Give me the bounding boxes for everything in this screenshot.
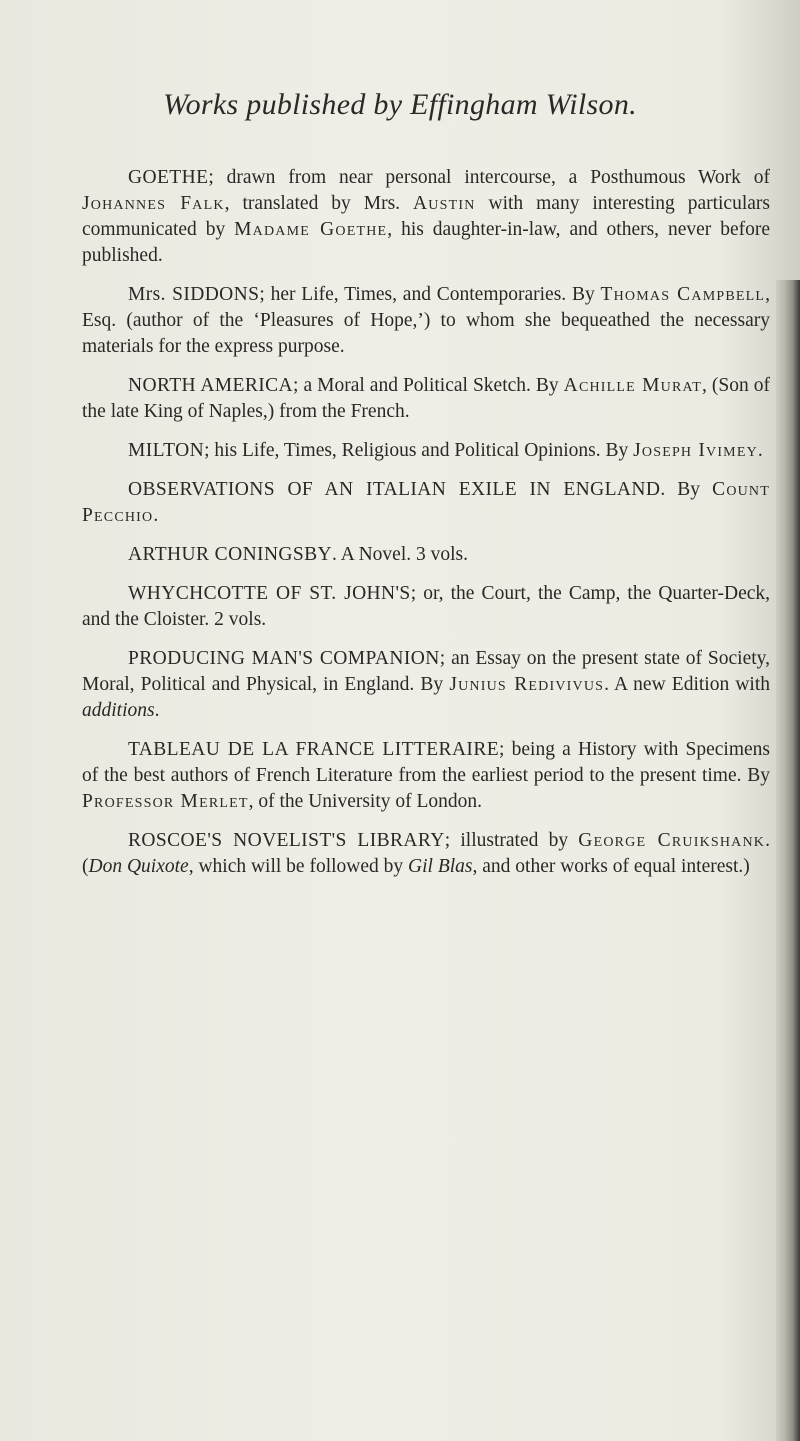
author-name: Junius Redivivus (449, 674, 605, 695)
description-text: ; her Life, Times, and Contemporaries. By (259, 284, 601, 305)
description-text: , of the University of London. (248, 791, 483, 812)
description-text: ; a Moral and Political Sketch. By (293, 375, 564, 396)
publication-title: Mrs. SIDDONS (128, 284, 260, 305)
description-text: , (Son of the late King of Naples,) from the French. (82, 375, 770, 422)
publication-title: WHYCHCOTTE OF ST. JOHN'S (128, 583, 411, 604)
publication-title: NORTH AMERICA (128, 375, 294, 396)
publication-title: MILTON (128, 440, 205, 461)
publication-entry (82, 165, 770, 269)
publication-entry (82, 828, 770, 880)
description-text: , Esq. (author of the ‘Pleasures of Hope,’) to whom she bequeathed the necessary materials for the express purpose. (82, 284, 770, 357)
publication-title: GOETHE (128, 167, 209, 188)
description-text: with many interesting particulars communicated by (82, 193, 770, 240)
publication-entry (82, 373, 770, 425)
author-name: George Cruikshank (578, 830, 766, 851)
page-header: Works published by Effingham Wilson. (163, 88, 637, 121)
description-text: , which will be followed by (188, 856, 409, 877)
publication-entry (82, 646, 770, 724)
description-text: . (153, 505, 159, 526)
description-text: . (154, 700, 160, 721)
publication-entry (82, 581, 770, 633)
publication-entry (82, 542, 770, 568)
author-name: Joseph Ivimey (633, 440, 758, 461)
description-text: . A new Edition with (604, 674, 771, 695)
description-text: , translated by Mrs. (224, 193, 414, 214)
publication-entry (82, 438, 770, 464)
publication-title: PRODUCING MAN'S COMPANION (128, 648, 440, 669)
description-text: . ( (82, 830, 770, 877)
description-text: . By (660, 479, 713, 500)
description-text: ; illustrated by (444, 830, 579, 851)
description-text: ; his Life, Times, Religious and Political Opinions. By (204, 440, 634, 461)
publication-entry (82, 282, 770, 360)
author-name: Austin (413, 193, 476, 214)
publication-title: ARTHUR CONINGSBY (128, 544, 333, 565)
publication-title: ROSCOE'S NOVELIST'S LIBRARY (128, 830, 445, 851)
description-text: ; an Essay on the present state of Society, Moral, Political and Physical, in England. By (82, 648, 771, 695)
author-name: Count Pecchio (82, 479, 770, 526)
italic-text: Don Quixote (88, 856, 189, 877)
description-text: ; drawn from near personal intercourse, a Posthumous Work of (208, 167, 770, 188)
publication-title: OBSERVATIONS OF AN ITALIAN EXILE IN ENGLAND (128, 479, 661, 500)
description-text: , and other works of equal interest.) (472, 856, 750, 877)
publication-entry (82, 477, 770, 529)
author-name: Professor Merlet (82, 791, 249, 812)
author-name: Thomas Campbell (600, 284, 766, 305)
publication-list (82, 165, 770, 893)
author-name: Achille Murat (563, 375, 703, 396)
description-text: , his daughter-in-law, and others, never before published. (82, 219, 770, 266)
italic-text: additions (82, 700, 155, 721)
author-name: Johannes Falk (82, 193, 225, 214)
publication-entry (82, 737, 770, 815)
description-text: . (757, 440, 763, 461)
publication-title: TABLEAU DE LA FRANCE LITTERAIRE (128, 739, 500, 760)
description-text: . A Novel. 3 vols. (332, 544, 469, 565)
description-text: ; or, the Court, the Camp, the Quarter-Deck, and the Cloister. 2 vols. (82, 583, 771, 630)
binding-edge (776, 280, 800, 1441)
author-name: Madame Goethe (234, 219, 388, 240)
description-text: ; being a History with Specimens of the best authors of French Literature from the earliest period to the present time. By (82, 739, 770, 786)
italic-text: Gil Blas (408, 856, 473, 877)
